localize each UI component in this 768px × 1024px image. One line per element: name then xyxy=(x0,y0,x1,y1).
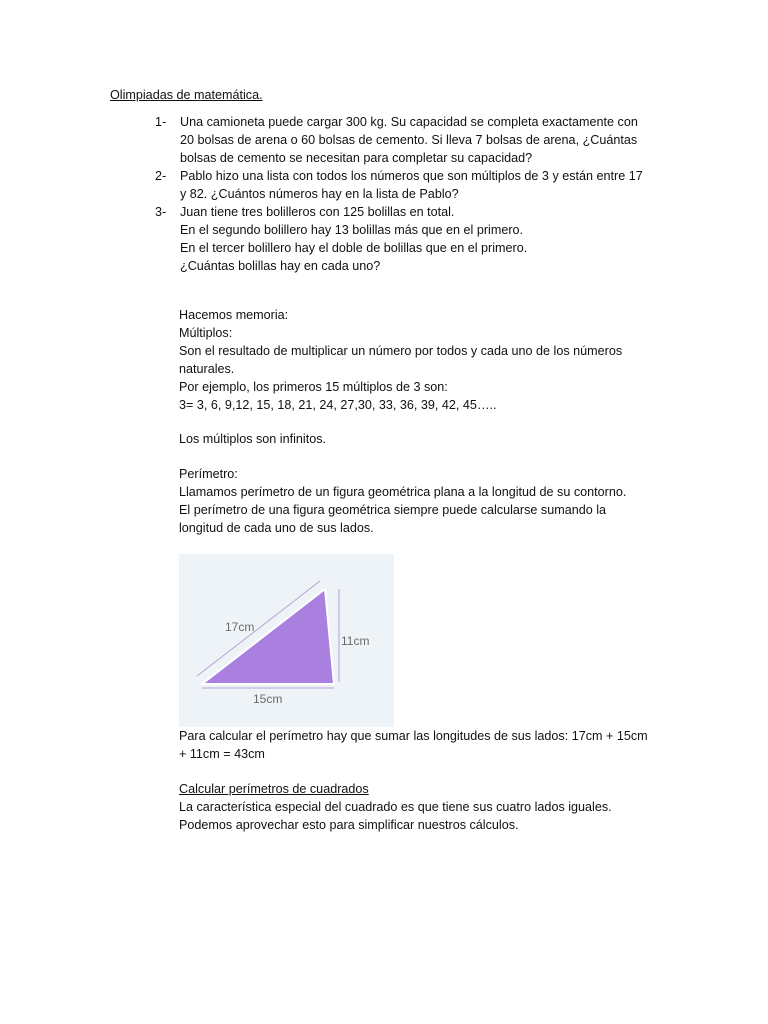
multiplos-heading: Múltiplos: xyxy=(179,326,233,340)
memoria-line: naturales. xyxy=(179,362,235,376)
calculation-line: + 11cm = 43cm xyxy=(179,747,265,761)
label-side: 11cm xyxy=(341,634,370,648)
cuadrados-section xyxy=(179,780,679,834)
perimetro-heading: Perímetro: xyxy=(179,467,238,481)
problem-number: 3- xyxy=(155,205,167,219)
triangle-shape xyxy=(202,589,334,684)
perimeter-calculation xyxy=(179,727,679,763)
triangle-figure xyxy=(179,554,394,727)
memoria-section xyxy=(179,306,679,414)
cuadrados-line: La característica especial del cuadrado es que tiene sus cuatro lados iguales. xyxy=(179,800,612,814)
triangle-svg xyxy=(179,554,394,727)
problem-text xyxy=(180,113,670,167)
problem-item xyxy=(155,203,675,275)
document-title: Olimpiadas de matemática. xyxy=(110,88,263,102)
infinitos-line: Los múltiplos son infinitos. xyxy=(179,432,326,446)
problem-line: 20 bolsas de arena o 60 bolsas de cemento. Si lleva 7 bolsas de arena, ¿Cuántas xyxy=(180,133,638,147)
calculation-line: Para calcular el perímetro hay que sumar las longitudes de sus lados: 17cm + 15cm xyxy=(179,729,648,743)
perimetro-line: longitud de cada uno de sus lados. xyxy=(179,521,374,535)
perimetro-line: El perímetro de una figura geométrica siempre puede calcularse sumando la xyxy=(179,503,607,517)
problem-item xyxy=(155,167,675,203)
problem-list xyxy=(155,113,675,275)
cuadrados-line: Podemos aprovechar esto para simplificar nuestros cálculos. xyxy=(179,818,519,832)
problem-line: Una camioneta puede cargar 300 kg. Su capacidad se completa exactamente con xyxy=(180,115,638,129)
problem-line: bolsas de cemento se necesitan para completar su capacidad? xyxy=(180,151,533,165)
problem-line: Juan tiene tres bolilleros con 125 bolillas en total. xyxy=(180,205,455,219)
problem-text xyxy=(180,167,670,203)
memoria-heading: Hacemos memoria: xyxy=(179,308,289,322)
label-base: 15cm xyxy=(253,692,283,706)
problem-text xyxy=(180,203,670,275)
problem-line: y 82. ¿Cuántos números hay en la lista de Pablo? xyxy=(180,187,459,201)
problem-line: En el tercer bolillero hay el doble de bolillas que en el primero. xyxy=(180,241,528,255)
problem-line: En el segundo bolillero hay 13 bolillas más que en el primero. xyxy=(180,223,524,237)
memoria-line: Por ejemplo, los primeros 15 múltiplos de 3 son: xyxy=(179,380,448,394)
problem-item xyxy=(155,113,675,167)
perimetro-line: Llamamos perímetro de un figura geométrica plana a la longitud de su contorno. xyxy=(179,485,627,499)
problem-line: ¿Cuántas bolillas hay en cada uno? xyxy=(180,259,381,273)
memoria-line: Son el resultado de multiplicar un número por todos y cada uno de los números xyxy=(179,344,623,358)
problem-line: Pablo hizo una lista con todos los números que son múltiplos de 3 y están entre 17 xyxy=(180,169,643,183)
problem-number: 1- xyxy=(155,115,167,129)
multiplos-example: 3= 3, 6, 9,12, 15, 18, 21, 24, 27,30, 33, 36, 39, 42, 45….. xyxy=(179,398,497,412)
label-hypotenuse: 17cm xyxy=(225,620,255,634)
cuadrados-heading: Calcular perímetros de cuadrados xyxy=(179,782,369,796)
perimetro-section xyxy=(179,465,679,537)
problem-number: 2- xyxy=(155,169,167,183)
